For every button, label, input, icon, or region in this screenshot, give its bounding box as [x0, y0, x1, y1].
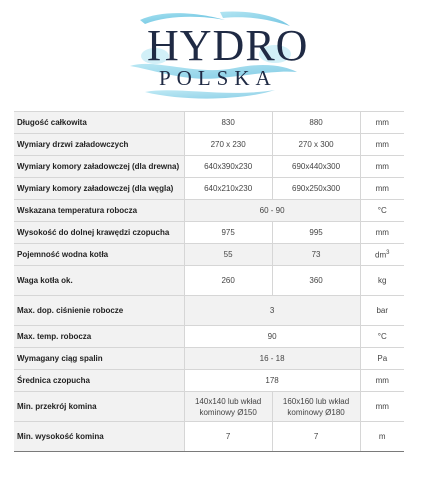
table-row: [14, 326, 404, 348]
table-row: [14, 222, 404, 244]
row-label: Średnica czopucha: [14, 370, 184, 392]
unit: mm: [360, 392, 404, 422]
value-merged: 60 - 90: [184, 200, 360, 222]
value-model-2: 690x250x300: [272, 178, 360, 200]
unit: mm: [360, 222, 404, 244]
value-model-1: 55: [184, 244, 272, 266]
unit: mm: [360, 178, 404, 200]
table-row: [14, 296, 404, 326]
row-label: Wymiary komory załadowczej (dla drewna): [14, 156, 184, 178]
row-label: Wskazana temperatura robocza: [14, 200, 184, 222]
value-line: kominowy Ø150: [199, 407, 257, 417]
unit: mm: [360, 112, 404, 134]
row-label: Pojemność wodna kotła: [14, 244, 184, 266]
row-label: Min. przekrój komina: [14, 392, 184, 422]
row-label: Wysokość do dolnej krawędzi czopucha: [14, 222, 184, 244]
value-model-2: 360: [272, 266, 360, 296]
unit: mm: [360, 156, 404, 178]
unit: m: [360, 422, 404, 452]
unit: °C: [360, 200, 404, 222]
unit: Pa: [360, 348, 404, 370]
table-row: [14, 370, 404, 392]
table-row: [14, 244, 404, 266]
value-model-2: 270 x 300: [272, 134, 360, 156]
value-model-2: 995: [272, 222, 360, 244]
value-model-2: [272, 392, 360, 422]
table-row: [14, 178, 404, 200]
table-row: [14, 112, 404, 134]
row-label: Wymiary drzwi załadowczych: [14, 134, 184, 156]
row-label: Długość całkowita: [14, 112, 184, 134]
table-row: [14, 200, 404, 222]
value-model-2: 690x440x300: [272, 156, 360, 178]
row-label: Waga kotła ok.: [14, 266, 184, 296]
value-model-2: 73: [272, 244, 360, 266]
value-model-1: [184, 392, 272, 422]
value-merged: 3: [184, 296, 360, 326]
hydro-polska-logo: [125, 6, 309, 104]
unit-exponent: 3: [386, 249, 390, 256]
specification-table: [14, 111, 404, 452]
unit: mm: [360, 134, 404, 156]
unit: mm: [360, 370, 404, 392]
row-label: Min. wysokość komina: [14, 422, 184, 452]
value-model-2: 7: [272, 422, 360, 452]
table-row: [14, 134, 404, 156]
value-model-1: 975: [184, 222, 272, 244]
table-row: [14, 348, 404, 370]
value-line: 140x140 lub wkład: [194, 396, 262, 406]
logo-text-polska: POLSKA: [159, 66, 277, 90]
value-model-1: 640x210x230: [184, 178, 272, 200]
table-row: [14, 156, 404, 178]
row-label: Max. dop. ciśnienie robocze: [14, 296, 184, 326]
row-label: Wymiary komory załadowczej (dla węgla): [14, 178, 184, 200]
value-model-2: 880: [272, 112, 360, 134]
value-model-1: 270 x 230: [184, 134, 272, 156]
logo-text-hydro: HYDRO: [147, 21, 309, 70]
value-merged: 90: [184, 326, 360, 348]
value-line: 160x160 lub wkład: [282, 396, 350, 406]
value-model-1: 7: [184, 422, 272, 452]
row-label: Wymagany ciąg spalin: [14, 348, 184, 370]
row-label: Max. temp. robocza: [14, 326, 184, 348]
unit-base: dm: [375, 250, 387, 260]
unit: °C: [360, 326, 404, 348]
value-merged: 178: [184, 370, 360, 392]
value-merged: 16 - 18: [184, 348, 360, 370]
unit: [360, 244, 404, 266]
unit: bar: [360, 296, 404, 326]
table-row: [14, 422, 404, 452]
value-model-1: 830: [184, 112, 272, 134]
unit: kg: [360, 266, 404, 296]
table-row: [14, 392, 404, 422]
value-model-1: 640x390x230: [184, 156, 272, 178]
value-model-1: 260: [184, 266, 272, 296]
table-row: [14, 266, 404, 296]
value-line: kominowy Ø180: [287, 407, 345, 417]
